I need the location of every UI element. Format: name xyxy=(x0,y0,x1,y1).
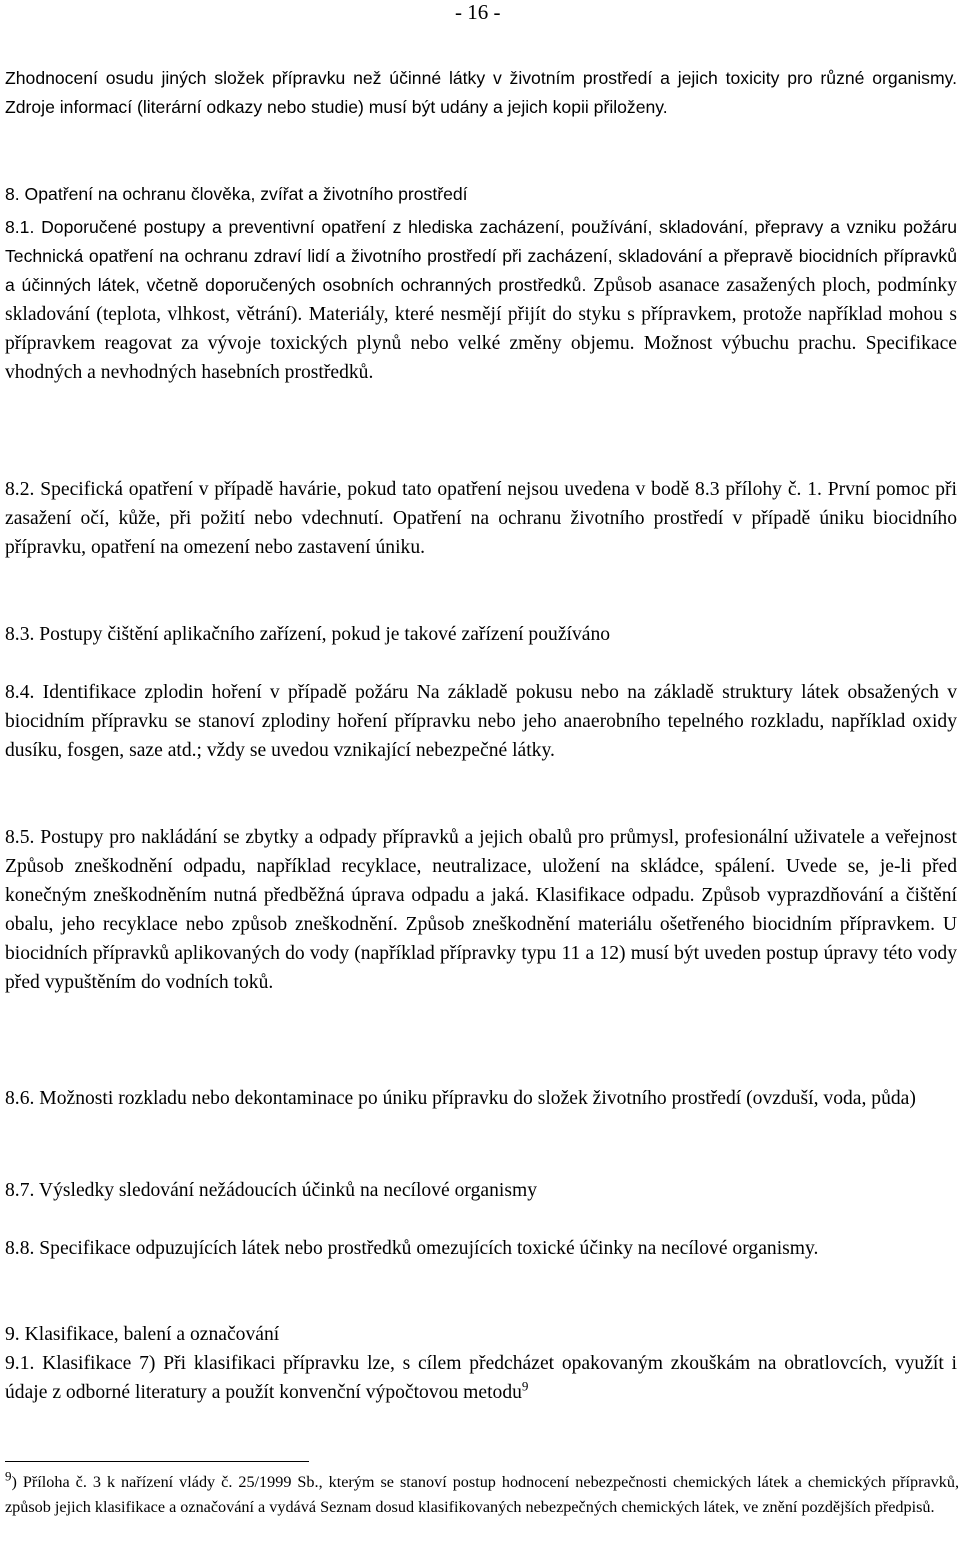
section-9-1-body: Při klasifikaci přípravku lze, s cílem předcházet opakovaným zkouškám na obratlovcích, využít i údaje z odborné literatury a použít konvenční výpočtovou metodu xyxy=(5,1353,957,1403)
section-8-1 xyxy=(5,213,957,387)
section-9-1 xyxy=(5,1349,957,1407)
footnote-separator xyxy=(5,1461,309,1462)
section-8-4 xyxy=(5,678,957,765)
footnote-lead: Příloha č. 3 k nařízení vlády č. 25/1999 Sb. xyxy=(22,1473,319,1491)
intro-paragraph: Zhodnocení osudu jiných složek přípravku než účinné látky v životním prostředí a jejich toxicity pro různé organismy. Zdroje informací (literární odkazy nebo studie) musí být udány a jejich kopii přiloženy. xyxy=(5,68,957,117)
section-8-5-title: 8.5. Postupy pro nakládání se zbytky a odpady přípravků a jejich obalů pro průmysl, profesionální uživatele a veřejnost xyxy=(5,827,957,848)
footnote xyxy=(5,1470,959,1520)
footnote-reference: 9 xyxy=(521,1378,529,1394)
page-number: - 16 - xyxy=(455,0,501,24)
section-8-6-title: 8.6. Možnosti rozkladu nebo dekontaminace po úniku přípravku do složek životního prostředí (ovzduší, voda, půda) xyxy=(5,1088,916,1109)
section-8-2-body: První pomoc při zasažení očí, kůže, při požití nebo vdechnutí. Opatření na ochranu životního prostředí v případě úniku biocidního přípravku, opatření na omezení nebo zastavení úniku. xyxy=(5,479,957,558)
section-8-1-title: 8.1. Doporučené postupy a preventivní opatření z hlediska zacházení, používání, skladování, přepravy a vzniku požáru xyxy=(5,217,957,237)
section-8-4-body: Na základě pokusu nebo na základě struktury látek obsažených v biocidním přípravku se stanoví zplodiny hoření přípravku nebo jeho anaerobního tepelného rozkladu, například oxidy dusíku, fosgen, saze atd.; vždy se uvedou vznikající nebezpečné látky. xyxy=(5,682,957,761)
section-8-7-title: 8.7. Výsledky sledování nežádoucích účinků na necílové organismy xyxy=(5,1180,537,1201)
section-8-5 xyxy=(5,823,957,997)
section-8-2 xyxy=(5,475,957,562)
section-8-5-body: Způsob zneškodnění odpadu, například recyklace, neutralizace, uložení na skládce, spálení. Uvede se, je-li před konečným zneškodněním nutná předběžná úprava odpadu a jaká. Klasifikace odpadu. Způsob vyprazdňování a čištění obalu, jeho recyklace nebo způsob zneškodnění. Způsob zneškodnění materiálu ošetřeného biocidním přípravkem. U biocidních přípravků aplikovaných do vody (například přípravky typu 11 a 12) musí být uveden postup úpravy této vody před vypuštěním do vodních toků. xyxy=(5,856,957,993)
section-8-2-title: 8.2. Specifická opatření v případě havárie, pokud tato opatření nejsou uvedena v bodě 8.3 přílohy č. 1. xyxy=(5,479,822,500)
section-9-1-title: 9.1. Klasifikace 7) xyxy=(5,1353,156,1374)
footnote-mark: 9 xyxy=(5,1468,12,1484)
footnote-mark-close: ) xyxy=(11,1473,17,1491)
section-8-1-body-a: Technická opatření na ochranu zdraví lidí a životního prostředí při zacházení, skladování a přepravě biocidních přípravků a účinných látek, včetně doporučených osobních ochranných prostředků. xyxy=(5,246,957,295)
section-8-1-body-b: Způsob asanace zasažených ploch, podmínky skladování (teplota, vlhkost, větrání). Materiály, které nesmějí přijít do styku s přípravkem, protože například mohou s přípravkem reagovat za vývoje toxických plynů nebo velké změny objemu. Možnost výbuchu prachu. Specifikace vhodných a nevhodných hasebních prostředků. xyxy=(5,275,957,383)
footnote-rest: , kterým se stanoví postup hodnocení nebezpečnosti chemických látek a chemických přípravků, způsob jejich klasifikace a označování a vydává Seznam dosud klasifikovaných nebezpečných chemických látek, ve znění pozdějších předpisů. xyxy=(5,1473,959,1516)
section-8-4-title: 8.4. Identifikace zplodin hoření v případě požáru xyxy=(5,682,409,703)
section-8-8-title: 8.8. Specifikace odpuzujících látek nebo prostředků omezujících toxické účinky na necílové organismy. xyxy=(5,1238,819,1259)
section-9-heading: 9. Klasifikace, balení a označování xyxy=(5,1324,280,1345)
section-8-heading: 8. Opatření na ochranu člověka, zvířat a životního prostředí xyxy=(5,184,468,204)
section-8-3-title: 8.3. Postupy čištění aplikačního zařízení, pokud je takové zařízení používáno xyxy=(5,624,611,645)
